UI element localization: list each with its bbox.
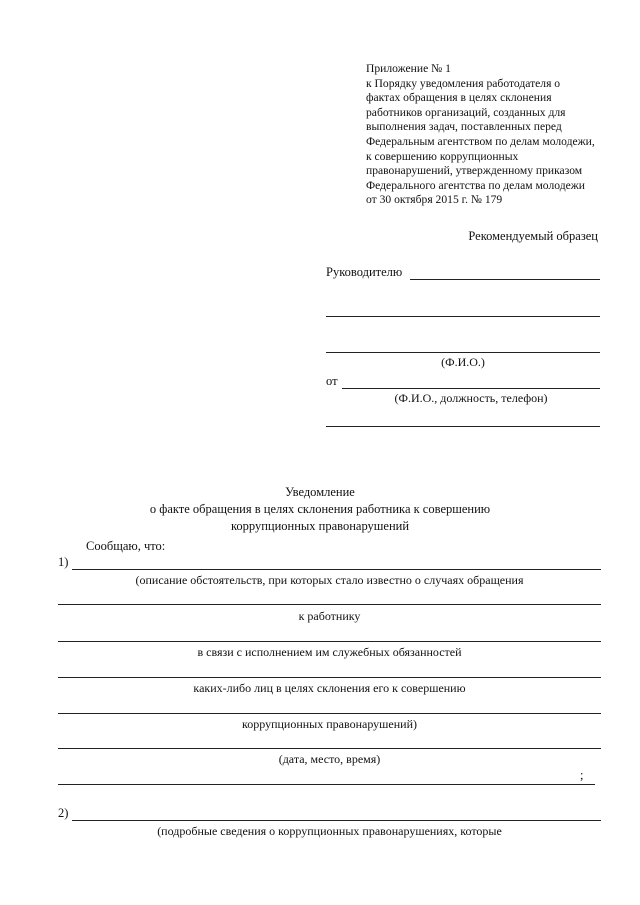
item1-end: ; (580, 768, 584, 782)
blank-line[interactable] (326, 352, 600, 353)
appendix-line: фактах обращения в целях склонения (366, 91, 552, 105)
item1-line[interactable] (58, 604, 601, 605)
item1-hint: (описание обстоятельств, при которых стало известно о случаях обращения (135, 573, 524, 587)
to-label: Руководителю (326, 265, 403, 279)
item2-line[interactable] (72, 820, 601, 821)
from-line[interactable] (342, 388, 600, 389)
item1-hint: в связи с исполнением им служебных обязанностей (197, 645, 462, 659)
intro-text: Сообщаю, что: (86, 539, 166, 553)
appendix-line: правонарушений, утвержденному приказом (366, 164, 583, 178)
appendix-line: от 30 октября 2015 г. № 179 (366, 193, 503, 207)
item1-line[interactable] (58, 748, 601, 749)
blank-line[interactable] (326, 426, 600, 427)
appendix-line: Федерального агентства по делам молодежи (366, 178, 585, 192)
item1-hint: каких-либо лиц в целях склонения его к совершению (193, 681, 466, 695)
blank-line[interactable] (326, 316, 600, 317)
item1-line[interactable] (72, 569, 601, 570)
appendix-line: Приложение № 1 (366, 62, 451, 75)
item-number: 2) (58, 806, 69, 820)
from-label: от (326, 374, 338, 388)
to-line[interactable] (410, 279, 600, 280)
appendix-line: к Порядку уведомления работодателя о (366, 76, 561, 90)
appendix-block (366, 62, 636, 208)
sample-label: Рекомендуемый образец (468, 229, 598, 243)
item1-line[interactable] (58, 677, 601, 678)
fio-hint: (Ф.И.О.) (441, 355, 485, 369)
item-number: 1) (58, 555, 69, 569)
notice-subtitle: коррупционных правонарушений (230, 519, 410, 533)
item1-line[interactable] (58, 641, 601, 642)
appendix-line: Федеральным агентством по делам молодежи, (366, 134, 595, 148)
notice-subtitle: о факте обращения в целях склонения работника к совершению (149, 502, 491, 516)
notice-title: Уведомление (285, 485, 355, 499)
item1-hint: коррупционных правонарушений) (242, 717, 417, 731)
appendix-line: работников организаций, созданных для (366, 105, 566, 119)
from-hint: (Ф.И.О., должность, телефон) (394, 391, 548, 405)
appendix-line: к совершению коррупционных (366, 149, 519, 163)
item1-hint: (дата, место, время) (278, 752, 381, 766)
appendix-line: выполнения задач, поставленных перед (366, 120, 562, 134)
item1-hint: к работнику (298, 609, 361, 623)
item1-line[interactable] (58, 713, 601, 714)
item1-line[interactable] (58, 784, 595, 785)
item2-hint: (подробные сведения о коррупционных правонарушениях, которые (157, 824, 502, 838)
